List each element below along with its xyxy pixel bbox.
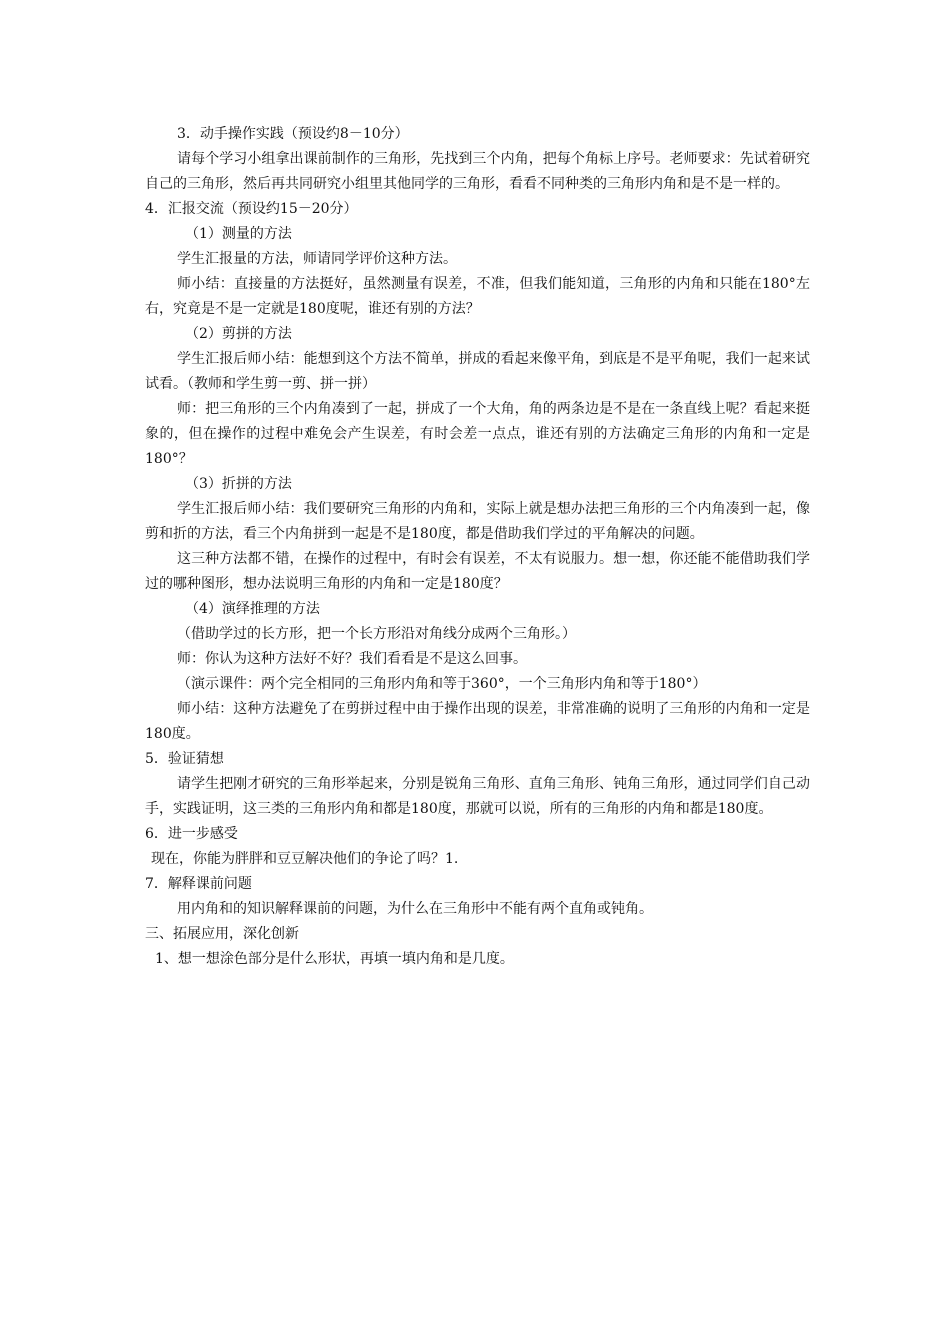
exercise-item: 1、想一想涂色部分是什么形状，再填一填内角和是几度。 [155,951,514,967]
subheading-fold: （3）折拼的方法 [185,476,292,492]
paragraph: 师：把三角形的三个内角凑到了一起，拼成了一个大角，角的两条边是不是在一条直线上呢？看起来挺象的，但在操作的过程中难免会产生误差，有时会差一点点，谁还有别的方法确定三角形的内角和一定是180°？ [145,401,810,467]
subheading-measure: （1）测量的方法 [185,226,292,242]
section-heading-6: 6．进一步感受 [145,826,238,842]
document-body [145,122,810,972]
paragraph: 请学生把刚才研究的三角形举起来，分别是锐角三角形、直角三角形、钝角三角形，通过同学们自己动手，实践证明，这三类的三角形内角和都是180度，那就可以说，所有的三角形的内角和都是180度。 [145,776,810,817]
paragraph: （演示课件：两个完全相同的三角形内角和等于360°，一个三角形内角和等于180°） [177,676,707,692]
paragraph: 学生汇报量的方法，师请同学评价这种方法。 [177,251,457,267]
section-heading-7: 7．解释课前问题 [145,876,252,892]
paragraph: 现在，你能为胖胖和豆豆解决他们的争论了吗？1. [151,851,459,867]
paragraph: 师小结：这种方法避免了在剪拼过程中由于操作出现的误差，非常准确的说明了三角形的内角和一定是180度。 [145,701,810,742]
paragraph: 请每个学习小组拿出课前制作的三角形，先找到三个内角，把每个角标上序号。老师要求：先试着研究自己的三角形，然后再共同研究小组里其他同学的三角形，看看不同种类的三角形内角和是不是一样的。 [145,151,810,192]
section-heading-3: 3．动手操作实践（预设约8－10分） [177,126,409,142]
paragraph: 师：你认为这种方法好不好？我们看看是不是这么回事。 [177,651,527,667]
paragraph: 这三种方法都不错，在操作的过程中，有时会有误差，不太有说服力。想一想，你还能不能借助我们学过的哪种图形，想办法说明三角形的内角和一定是180度？ [145,551,810,592]
paragraph: （借助学过的长方形，把一个长方形沿对角线分成两个三角形。） [177,626,576,642]
paragraph: 学生汇报后师小结：我们要研究三角形的内角和，实际上就是想办法把三角形的三个内角凑到一起，像剪和折的方法，看三个内角拼到一起是不是180度，都是借助我们学过的平角解决的问题。 [145,501,810,542]
paragraph: 师小结：直接量的方法挺好，虽然测量有误差，不准，但我们能知道，三角形的内角和只能在180°左右，究竟是不是一定就是180度呢，谁还有别的方法？ [145,276,810,317]
paragraph: 用内角和的知识解释课前的问题，为什么在三角形中不能有两个直角或钝角。 [177,901,653,917]
subheading-deduce: （4）演绎推理的方法 [185,601,320,617]
subheading-cut: （2）剪拼的方法 [185,326,292,342]
section-heading-5: 5．验证猜想 [145,751,224,767]
section-heading-4: 4．汇报交流（预设约15－20分） [145,201,358,217]
section-heading-three: 三、拓展应用，深化创新 [145,926,299,942]
paragraph: 学生汇报后师小结：能想到这个方法不简单，拼成的看起来像平角，到底是不是平角呢，我们一起来试试看。（教师和学生剪一剪、拼一拼） [145,351,810,392]
